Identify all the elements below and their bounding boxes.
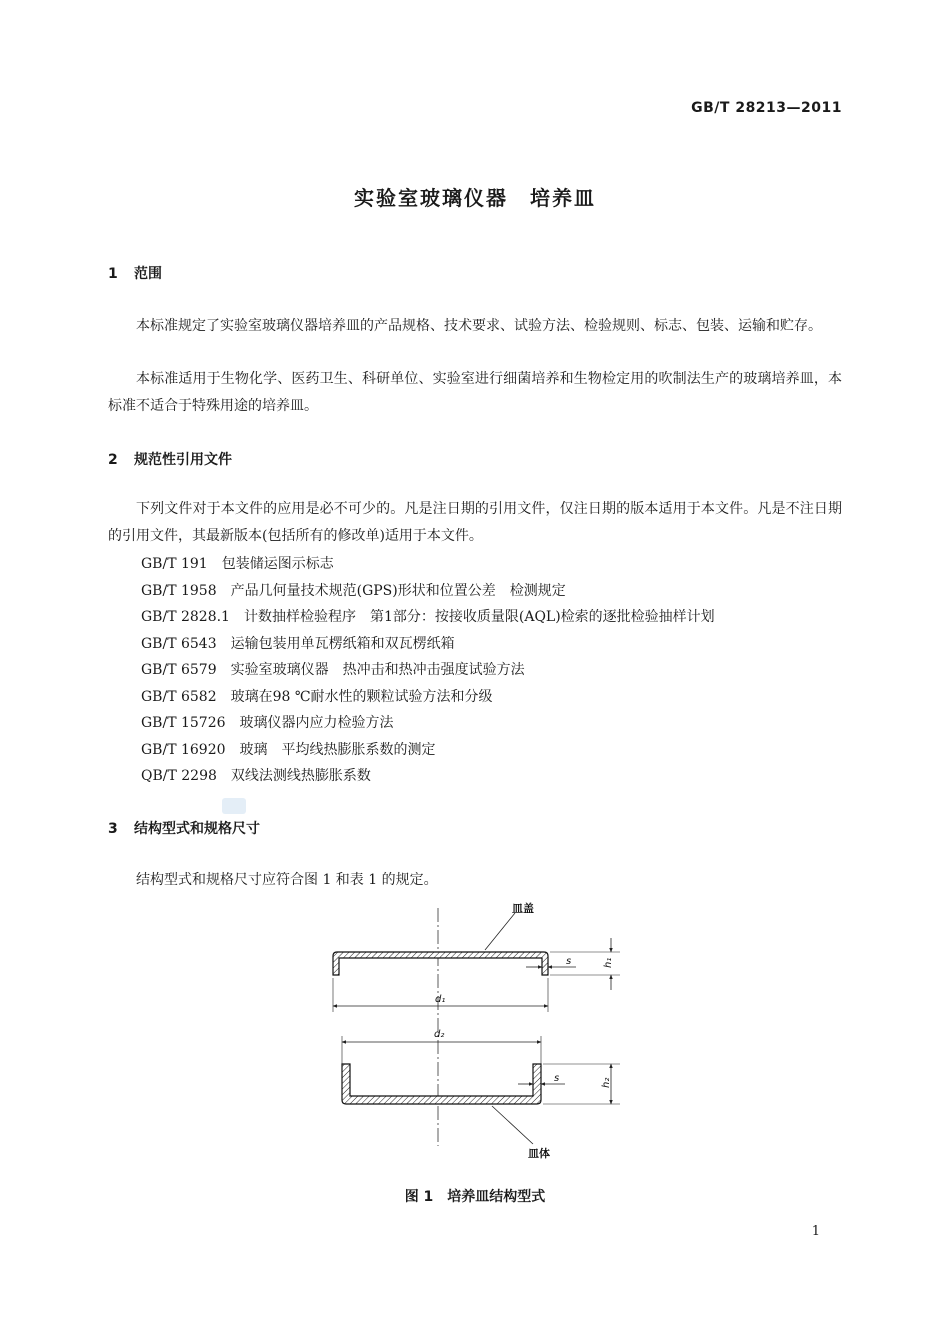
section-3-paragraph: 结构型式和规格尺寸应符合图 1 和表 1 的规定。 xyxy=(136,872,438,888)
section-1-paragraph-1: 本标准规定了实验室玻璃仪器培养皿的产品规格、技术要求、试验方法、检验规则、标志、包装、运输和贮存。 xyxy=(136,318,822,334)
section-1-paragraph-2: 本标准适用于生物化学、医药卫生、科研单位、实验室进行细菌培养和生物检定用的吹制法生产的玻璃培养皿，本标准不适合于特殊用途的培养皿。 xyxy=(108,371,842,414)
body-label: 皿体 xyxy=(528,1147,550,1160)
d2-label: d₂ xyxy=(434,1029,445,1040)
page-number: 1 xyxy=(811,1224,820,1239)
reference-item: GB/T 15726 玻璃仪器内应力检验方法 xyxy=(141,715,394,731)
reference-item: GB/T 6579 实验室玻璃仪器 热冲击和热冲击强度试验方法 xyxy=(141,662,525,678)
h2-label: h₂ xyxy=(601,1077,612,1088)
lid-leader-line xyxy=(485,913,515,950)
lid-cross-section xyxy=(333,952,548,975)
section-2-paragraph: 下列文件对于本文件的应用是必不可少的。凡是注日期的引用文件，仅注日期的版本适用于本文件。凡是不注日期的引用文件，其最新版本(包括所有的修改单)适用于本文件。 xyxy=(108,501,842,544)
reference-item: QB/T 2298 双线法测线热膨胀系数 xyxy=(141,768,371,784)
body-leader-line xyxy=(492,1106,533,1144)
h1-label: h₁ xyxy=(603,957,614,968)
reference-item: GB/T 1958 产品几何量技术规范(GPS)形状和位置公差 检测规定 xyxy=(141,583,566,599)
s-body-label: s xyxy=(554,1073,560,1084)
section-2-heading xyxy=(108,449,232,469)
section-3-heading xyxy=(108,818,260,838)
petri-dish-diagram xyxy=(320,896,640,1166)
section-number: 3 xyxy=(108,821,118,837)
reference-item: GB/T 191 包装储运图示标志 xyxy=(141,556,334,572)
section-1-heading xyxy=(108,263,162,283)
standard-number: GB/T 28213—2011 xyxy=(691,100,842,116)
section-number: 2 xyxy=(108,452,118,468)
section-number: 1 xyxy=(108,266,118,282)
section-title: 结构型式和规格尺寸 xyxy=(134,821,260,837)
d1-label: d₁ xyxy=(435,994,446,1005)
document-title: 实验室玻璃仪器 培养皿 xyxy=(354,186,596,210)
reference-item: GB/T 6582 玻璃在98 ℃耐水性的颗粒试验方法和分级 xyxy=(141,689,493,705)
section-title: 范围 xyxy=(134,266,162,282)
figure-caption: 图 1 培养皿结构型式 xyxy=(404,1189,546,1205)
s-lid-label: s xyxy=(566,956,572,967)
body-cross-section xyxy=(342,1064,541,1104)
watermark-logo xyxy=(222,798,246,814)
reference-item: GB/T 16920 玻璃 平均线热膨胀系数的测定 xyxy=(141,742,436,758)
section-title: 规范性引用文件 xyxy=(134,452,232,468)
reference-item: GB/T 6543 运输包装用单瓦楞纸箱和双瓦楞纸箱 xyxy=(141,636,455,652)
lid-label: 皿盖 xyxy=(512,902,534,915)
reference-item: GB/T 2828.1 计数抽样检验程序 第1部分：按接收质量限(AQL)检索的逐批检验抽样计划 xyxy=(141,609,715,625)
